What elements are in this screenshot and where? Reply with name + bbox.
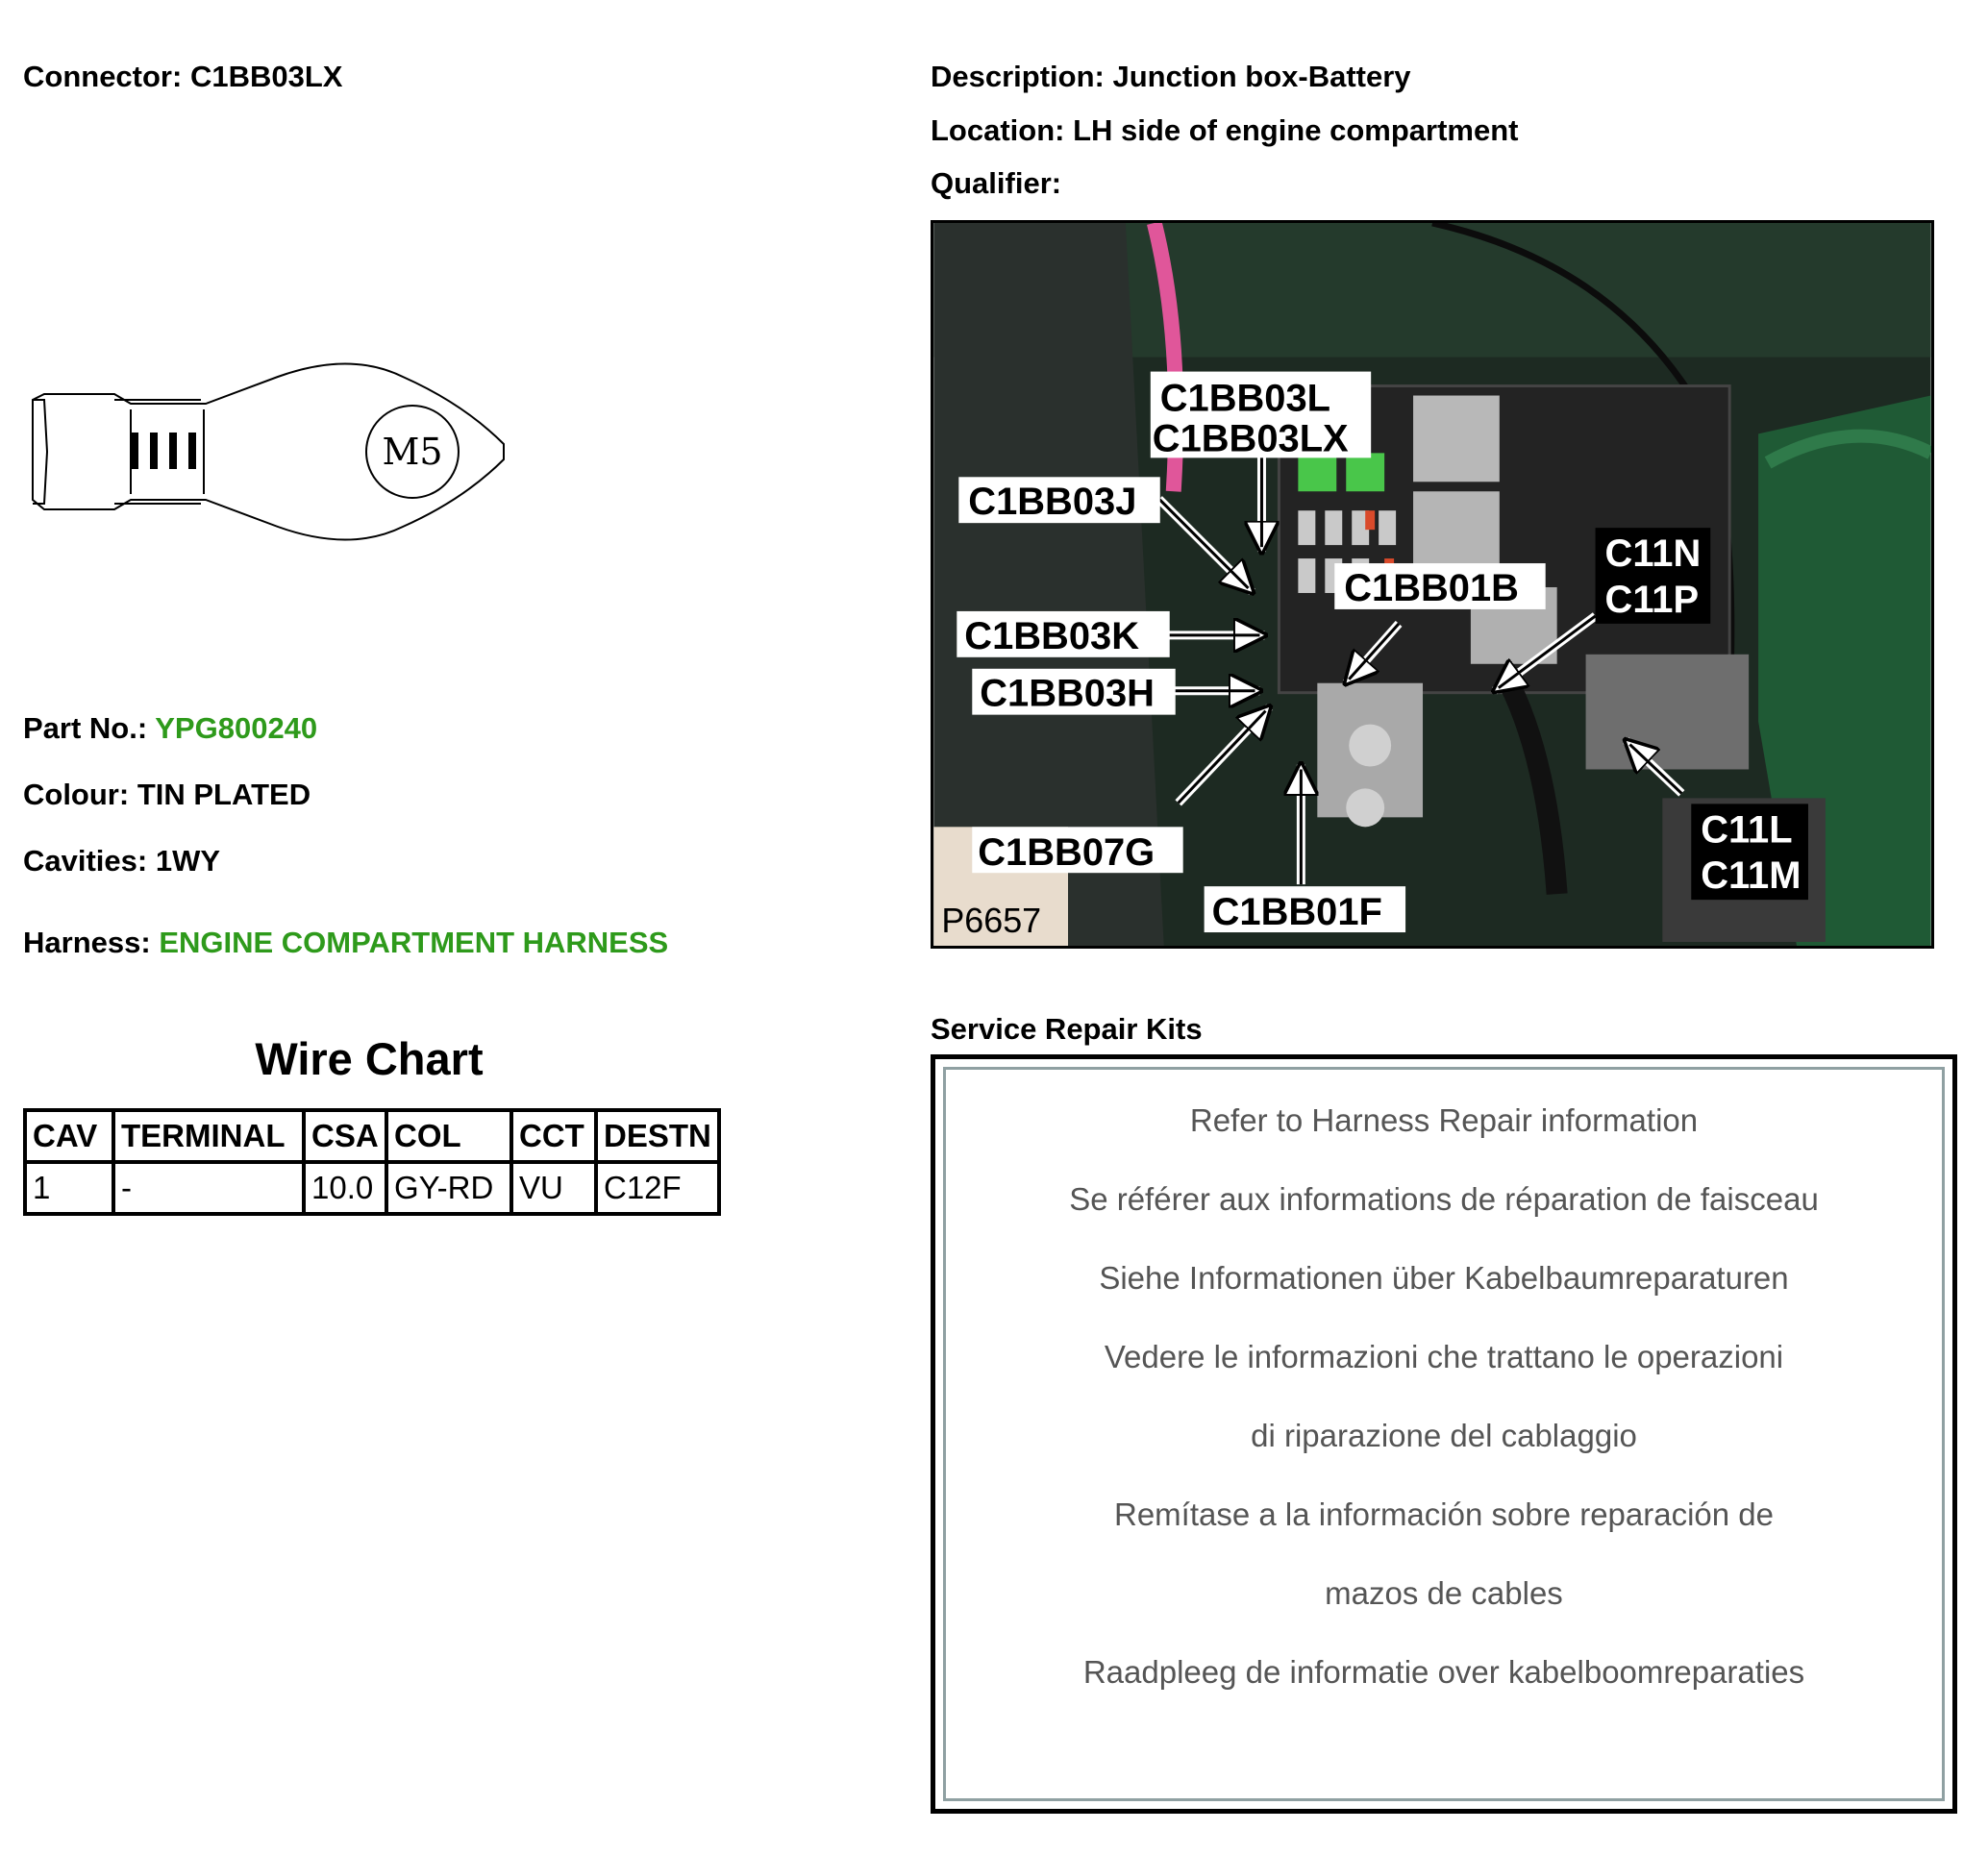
cavities-field (23, 846, 220, 876)
wire-chart-table (23, 1108, 721, 1216)
location-photo (931, 220, 1934, 949)
callout-c1bb01f: C1BB01F (1211, 891, 1382, 934)
service-repair-kits-panel (943, 1067, 1945, 1801)
callout-c1bb01b: C1BB01B (1344, 566, 1519, 609)
callout-c1bb07g: C1BB07G (978, 831, 1156, 875)
header-cct: CCT (511, 1110, 596, 1162)
cavities-label: Cavities: (23, 844, 148, 878)
qualifier-field (931, 168, 1061, 198)
kit-line-spanish-1: Remítase a la información sobre reparación de (1113, 1496, 1775, 1532)
callout-c1bb03lx: C1BB03LX (1152, 417, 1349, 460)
harness-link[interactable]: ENGINE COMPARTMENT HARNESS (159, 926, 669, 959)
kit-line-dutch: Raadpleeg de informatie over kabelboomreparaties (1082, 1654, 1805, 1690)
kit-line-english: Refer to Harness Repair information (1189, 1102, 1699, 1138)
callout-c11m: C11M (1701, 854, 1802, 898)
header-destn: DESTN (596, 1110, 719, 1162)
photo-reference: P6657 (941, 902, 1042, 941)
callout-c11n: C11N (1604, 532, 1702, 576)
service-repair-kits-title: Service Repair Kits (931, 1012, 1203, 1046)
kit-line-french: Se référer aux informations de réparation de faisceau (1069, 1181, 1819, 1217)
description-value: Junction box-Battery (1112, 60, 1411, 93)
part-number-label: Part No.: (23, 711, 148, 745)
wire-chart-header-row (25, 1110, 719, 1162)
header-cav: CAV (25, 1110, 113, 1162)
service-repair-kits-box (931, 1054, 1957, 1814)
location-value: LH side of engine compartment (1073, 113, 1519, 147)
callout-c1bb03j: C1BB03J (968, 481, 1137, 524)
stud-size-label: M5 (382, 431, 443, 473)
cell-destn: C12F (596, 1162, 719, 1214)
callout-c1bb03h: C1BB03H (980, 672, 1155, 715)
location-field (931, 115, 1518, 145)
kit-line-italian-2: di riparazione del cablaggio (1251, 1418, 1637, 1453)
location-label: Location: (931, 113, 1065, 147)
wire-chart-title: Wire Chart (255, 1033, 484, 1084)
colour-label: Colour: (23, 778, 130, 811)
part-number-field (23, 713, 317, 743)
callout-c11l: C11L (1701, 808, 1793, 852)
connector-label: Connector: (23, 60, 183, 93)
callout-c11p: C11P (1604, 578, 1700, 621)
kit-line-italian-1: Vedere le informazioni che trattano le operazioni (1104, 1339, 1784, 1374)
header-csa: CSA (304, 1110, 386, 1162)
ring-terminal-drawing (23, 356, 513, 548)
callout-c1bb03k: C1BB03K (964, 614, 1140, 657)
kit-line-spanish-2: mazos de cables (1325, 1575, 1563, 1611)
header-terminal: TERMINAL (113, 1110, 304, 1162)
part-number-link[interactable]: YPG800240 (155, 711, 318, 745)
qualifier-label: Qualifier: (931, 166, 1062, 200)
harness-field (23, 928, 668, 957)
connector-field (23, 62, 342, 91)
cell-cct: VU (511, 1162, 596, 1214)
kit-line-german: Siehe Informationen über Kabelbaumreparaturen (1099, 1260, 1789, 1296)
table-row (25, 1162, 719, 1214)
colour-field (23, 779, 311, 809)
cell-terminal: - (113, 1162, 304, 1214)
callout-c1bb03l: C1BB03L (1159, 377, 1331, 420)
harness-label: Harness: (23, 926, 151, 959)
connector-value: C1BB03LX (189, 60, 343, 93)
header-col: COL (386, 1110, 511, 1162)
cell-csa: 10.0 (304, 1162, 386, 1214)
cell-col: GY-RD (386, 1162, 511, 1214)
description-label: Description: (931, 60, 1105, 93)
cell-cav: 1 (25, 1162, 113, 1214)
description-field (931, 62, 1411, 91)
cavities-value: 1WY (155, 844, 221, 878)
colour-value: TIN PLATED (137, 778, 311, 811)
